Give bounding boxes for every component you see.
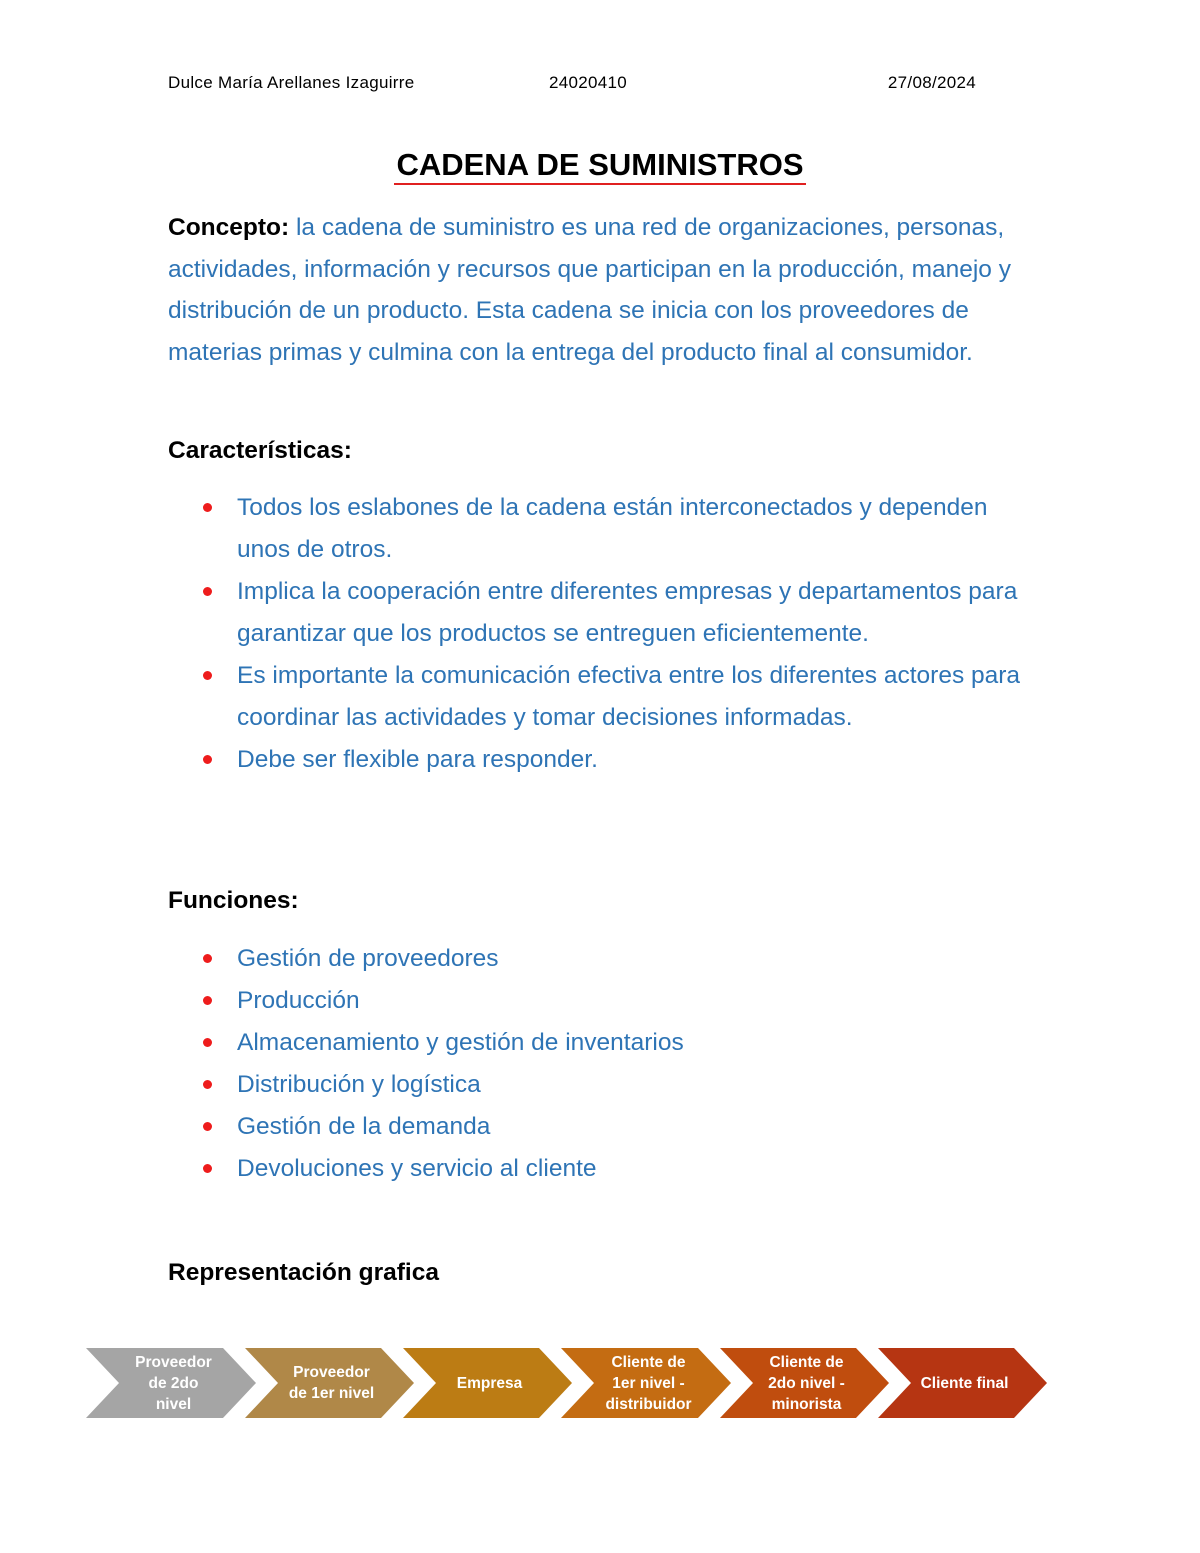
bullet-icon: [203, 503, 212, 512]
supply-chain-diagram: [86, 1348, 1050, 1420]
bullet-icon: [203, 671, 212, 680]
author-name: Dulce María Arellanes Izaguirre: [168, 73, 415, 92]
list-item-text: Devoluciones y servicio al cliente: [237, 1155, 597, 1182]
bullet-icon: [203, 996, 212, 1005]
list-item: [168, 980, 1028, 1022]
list-item-text: Distribución y logística: [237, 1071, 481, 1098]
chevron-label: Proveedor de 2do nivel: [135, 1353, 212, 1413]
list-item: [168, 655, 1028, 739]
student-id: 24020410: [549, 73, 628, 92]
list-item-text: Es importante la comunicación efectiva entre los diferentes actores para coordinar las actividades y tomar decisiones informadas.: [237, 662, 1021, 731]
chevron-label: Empresa: [456, 1374, 523, 1392]
concepto-label: Concepto:: [168, 214, 290, 241]
list-item: [168, 1148, 1028, 1190]
list-item-text: Debe ser flexible para responder.: [237, 746, 598, 773]
concepto-text: la cadena de suministro es una red de organizaciones, personas, actividades, información y recursos que participan en la producción, manejo y distribución de un producto. Esta cadena se inicia con los proveedores de materias primas y culmina con la entrega del producto final al consumidor.: [168, 214, 1011, 366]
list-item-text: Producción: [237, 987, 360, 1014]
bullet-icon: [203, 755, 212, 764]
bullet-icon: [203, 1164, 212, 1173]
list-item: [168, 938, 1028, 980]
caracteristicas-list: [168, 487, 1028, 781]
list-item: [168, 1106, 1028, 1148]
bullet-icon: [203, 1080, 212, 1089]
bullet-icon: [203, 954, 212, 963]
list-item: [168, 739, 1028, 781]
chevron-label: Cliente de 2do nivel - minorista: [768, 1353, 845, 1413]
bullet-icon: [203, 587, 212, 596]
list-item-text: Implica la cooperación entre diferentes empresas y departamentos para garantizar que los productos se entreguen eficientemente.: [237, 578, 1018, 647]
list-item-text: Gestión de la demanda: [237, 1113, 491, 1140]
list-item-text: Almacenamiento y gestión de inventarios: [237, 1029, 684, 1056]
page-header: [168, 73, 976, 97]
bullet-icon: [203, 1122, 212, 1131]
list-item-text: Todos los eslabones de la cadena están interconectados y dependen unos de otros.: [237, 494, 988, 563]
list-item: [168, 487, 1028, 571]
list-item: [168, 571, 1028, 655]
list-item-text: Gestión de proveedores: [237, 945, 499, 972]
concepto-paragraph: [168, 207, 1038, 373]
funciones-list: [168, 938, 1028, 1190]
list-item: [168, 1064, 1028, 1106]
representacion-heading: Representación grafica: [168, 1259, 439, 1286]
document-date: 27/08/2024: [887, 73, 976, 92]
chevron-label: Cliente de 1er nivel - distribuidor: [605, 1353, 692, 1413]
chevron-label: Proveedor de 1er nivel: [288, 1364, 375, 1402]
funciones-heading: Funciones:: [168, 887, 299, 914]
list-item: [168, 1022, 1028, 1064]
chevron-label: Cliente final: [920, 1374, 1009, 1392]
bullet-icon: [203, 1038, 212, 1047]
document-title: CADENA DE SUMINISTROS: [394, 147, 805, 185]
caracteristicas-heading: Características:: [168, 437, 352, 464]
document-title-container: [0, 145, 1200, 185]
